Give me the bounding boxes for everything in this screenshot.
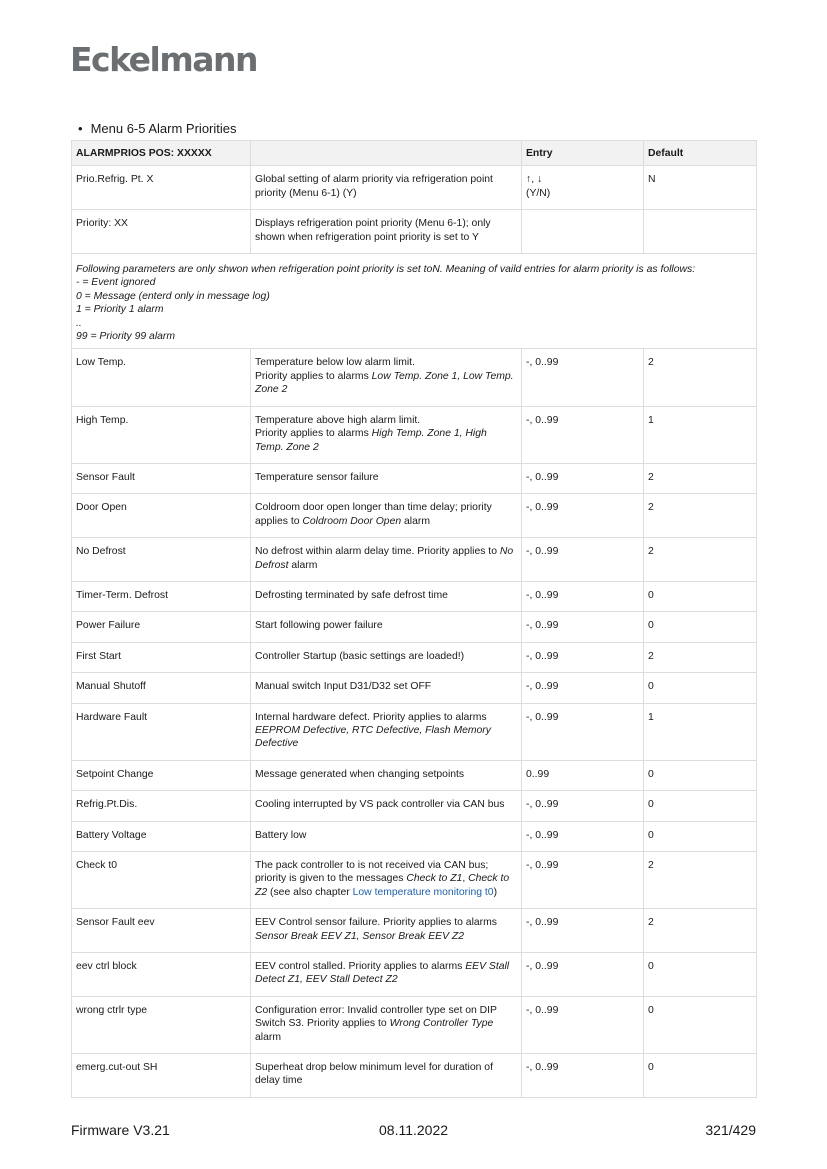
entry-cell: -, 0..99 (522, 909, 644, 953)
default-cell: 2 (644, 349, 757, 406)
description-emphasis: Check to Z2 (255, 873, 510, 898)
default-cell: 0 (644, 953, 757, 997)
param-cell: eev ctrl block (72, 953, 251, 997)
description-cell (251, 673, 522, 703)
entry-cell: -, 0..99 (522, 642, 644, 672)
description-cell (251, 642, 522, 672)
default-cell: 2 (644, 538, 757, 582)
entry-cell: 0..99 (522, 760, 644, 790)
note-cell (72, 254, 757, 349)
description-cell (251, 703, 522, 760)
table-row (72, 821, 757, 851)
default-cell: 0 (644, 791, 757, 821)
section-heading (78, 121, 237, 136)
table-row (72, 996, 757, 1053)
description-cell (251, 996, 522, 1053)
table-row (72, 1054, 757, 1098)
entry-cell: -, 0..99 (522, 996, 644, 1053)
description-emphasis: EEPROM Defective, RTC Defective, Flash Memory Defective (255, 724, 491, 750)
table-row (72, 406, 757, 463)
note-line: Following parameters are only shwon when refrigeration point priority is set toN. Meaning of vaild entries for alarm priority is as follows: (76, 264, 696, 276)
default-cell: 0 (644, 821, 757, 851)
description-text: Battery low (255, 829, 307, 841)
table-row (72, 581, 757, 611)
param-cell: Refrig.Pt.Dis. (72, 791, 251, 821)
eckelmann-logo: Eckelmann (70, 40, 257, 79)
footer-firmware: Firmware V3.21 (71, 1122, 170, 1138)
description-text: Configuration error: Invalid controller type set on DIP Switch S3. Priority applies to (255, 1004, 497, 1030)
table-row (72, 612, 757, 642)
param-cell: Sensor Fault eev (72, 909, 251, 953)
description-text: Message generated when changing setpoints (255, 768, 465, 780)
description-emphasis: Low Temp. Zone 1, Low Temp. Zone 2 (255, 370, 514, 396)
default-cell: 2 (644, 909, 757, 953)
description-cell: Displays refrigeration point priority (Menu 6-1); only shown when refrigeration point priority is set to Y (251, 210, 522, 254)
description-emphasis: Wrong Controller Type (389, 1018, 494, 1030)
param-cell: Priority: XX (72, 210, 251, 254)
table-row (72, 166, 757, 210)
description-emphasis: Coldroom Door Open (302, 515, 402, 527)
entry-cell: -, 0..99 (522, 538, 644, 582)
default-cell: 0 (644, 996, 757, 1053)
description-text: Temperature above high alarm limit. (255, 414, 421, 426)
entry-cell: -, 0..99 (522, 852, 644, 909)
chapter-link[interactable]: Low temperature monitoring t0 (352, 886, 494, 898)
description-text: Controller Startup (basic settings are loaded!) (255, 650, 465, 662)
entry-cell: -, 0..99 (522, 1054, 644, 1098)
header-entry: Entry (522, 141, 644, 166)
note-line: 0 = Message (enterd only in message log) (76, 290, 270, 302)
table-row (72, 953, 757, 997)
description-text: EEV control stalled. Priority applies to alarms (255, 961, 466, 973)
table-row (72, 463, 757, 493)
param-cell: Timer-Term. Defrost (72, 581, 251, 611)
table-row (72, 852, 757, 909)
description-cell (251, 406, 522, 463)
description-text: , (462, 873, 469, 885)
param-cell: Manual Shutoff (72, 673, 251, 703)
default-cell: 2 (644, 463, 757, 493)
table-row (72, 760, 757, 790)
priority-rows (72, 349, 757, 1097)
description-cell (251, 760, 522, 790)
description-text: Start following power failure (255, 620, 383, 632)
entry-cell: -, 0..99 (522, 612, 644, 642)
param-cell: Sensor Fault (72, 463, 251, 493)
description-text: Cooling interrupted by VS pack controller via CAN bus (255, 799, 505, 811)
description-text: No defrost within alarm delay time. Priority applies to (255, 546, 500, 558)
default-cell: 0 (644, 612, 757, 642)
description-text: Manual switch Input D31/D32 set OFF (255, 681, 432, 693)
description-emphasis: EEV Stall Detect Z1, EEV Stall Detect Z2 (255, 961, 510, 986)
param-cell: Low Temp. (72, 349, 251, 406)
param-cell: Check t0 (72, 852, 251, 909)
description-text: Temperature below low alarm limit. (255, 357, 415, 369)
description-cell (251, 1054, 522, 1098)
default-cell: 2 (644, 642, 757, 672)
param-cell: Prio.Refrig. Pt. X (72, 166, 251, 210)
default-cell: 1 (644, 406, 757, 463)
description-text: Internal hardware defect. Priority applies to alarms (255, 711, 487, 723)
default-cell (644, 210, 757, 254)
description-emphasis: High Temp. Zone 1, High Temp. Zone 2 (255, 428, 487, 453)
entry-cell (522, 210, 644, 254)
description-emphasis: Check to Z1 (406, 873, 463, 885)
description-text: Coldroom door open longer than time delay; priority applies to (255, 502, 492, 527)
description-emphasis: Sensor Break EEV Z1, Sensor Break EEV Z2 (255, 930, 465, 942)
description-text: Priority applies to alarms (255, 370, 372, 382)
description-text: Superheat drop below minimum level for duration of delay time (255, 1062, 493, 1087)
description-emphasis: No Defrost (255, 546, 514, 571)
table-header-row (72, 141, 757, 166)
description-cell (251, 821, 522, 851)
note-line: 1 = Priority 1 alarm (76, 304, 164, 316)
description-cell (251, 463, 522, 493)
entry-cell: -, 0..99 (522, 349, 644, 406)
entry-cell: -, 0..99 (522, 581, 644, 611)
param-cell: Power Failure (72, 612, 251, 642)
description-cell: Global setting of alarm priority via refrigeration point priority (Menu 6-1) (Y) (251, 166, 522, 210)
entry-cell: -, 0..99 (522, 463, 644, 493)
footer-date: 08.11.2022 (379, 1122, 449, 1138)
default-cell: 0 (644, 581, 757, 611)
default-cell: 1 (644, 703, 757, 760)
description-cell (251, 494, 522, 538)
description-text: Defrosting terminated by safe defrost time (255, 589, 448, 601)
entry-cell: -, 0..99 (522, 953, 644, 997)
note-row (72, 254, 757, 349)
arrow-keys-icon: ↑, ↓ (526, 174, 543, 186)
table-row (72, 642, 757, 672)
description-cell (251, 349, 522, 406)
section-title: Menu 6-5 Alarm Priorities (90, 121, 237, 136)
description-cell (251, 852, 522, 909)
param-cell: Door Open (72, 494, 251, 538)
table-row (72, 673, 757, 703)
description-cell (251, 581, 522, 611)
param-cell: No Defrost (72, 538, 251, 582)
param-cell: emerg.cut-out SH (72, 1054, 251, 1098)
table-row (72, 703, 757, 760)
param-cell: Setpoint Change (72, 760, 251, 790)
default-cell: 2 (644, 494, 757, 538)
description-text: Temperature sensor failure (255, 471, 379, 483)
description-cell (251, 909, 522, 953)
description-text: EEV Control sensor failure. Priority applies to alarms (255, 917, 497, 929)
entry-cell: -, 0..99 (522, 406, 644, 463)
note-line: - = Event ignored (76, 277, 156, 289)
entry-cell: -, 0..99 (522, 703, 644, 760)
entry-cell: -, 0..99 (522, 494, 644, 538)
table-row (72, 791, 757, 821)
description-text: (see also chapter (267, 886, 353, 898)
default-cell: 0 (644, 673, 757, 703)
table-row (72, 538, 757, 582)
header-description (251, 141, 522, 166)
entry-value: (Y/N) (526, 187, 551, 199)
description-text: alarm (288, 559, 318, 571)
note-line: .. (76, 317, 82, 329)
entry-cell: -, 0..99 (522, 791, 644, 821)
footer-page-number: 321/429 (705, 1122, 756, 1138)
entry-cell (522, 166, 644, 210)
table-row (72, 909, 757, 953)
default-cell: N (644, 166, 757, 210)
note-line: 99 = Priority 99 alarm (76, 331, 176, 343)
entry-cell: -, 0..99 (522, 821, 644, 851)
description-cell (251, 953, 522, 997)
header-default: Default (644, 141, 757, 166)
default-cell: 0 (644, 760, 757, 790)
description-cell (251, 538, 522, 582)
default-cell: 0 (644, 1054, 757, 1098)
description-text: alarm (255, 1031, 281, 1043)
description-text: ) (493, 886, 498, 898)
table-row (72, 210, 757, 254)
param-cell: wrong ctrlr type (72, 996, 251, 1053)
header-param: ALARMPRIOS POS: XXXXX (72, 141, 251, 166)
table-row (72, 349, 757, 406)
description-cell (251, 791, 522, 821)
alarm-priorities-table (71, 140, 757, 1098)
default-cell: 2 (644, 852, 757, 909)
param-cell: Hardware Fault (72, 703, 251, 760)
param-cell: High Temp. (72, 406, 251, 463)
entry-cell: -, 0..99 (522, 673, 644, 703)
bullet-icon: • (78, 121, 83, 136)
description-text: Priority applies to alarms (255, 428, 372, 440)
param-cell: First Start (72, 642, 251, 672)
table-row (72, 494, 757, 538)
description-cell (251, 612, 522, 642)
param-cell: Battery Voltage (72, 821, 251, 851)
description-text: alarm (401, 515, 431, 527)
description-text: The pack controller to is not received via CAN bus; priority is given to the messages (255, 860, 489, 885)
